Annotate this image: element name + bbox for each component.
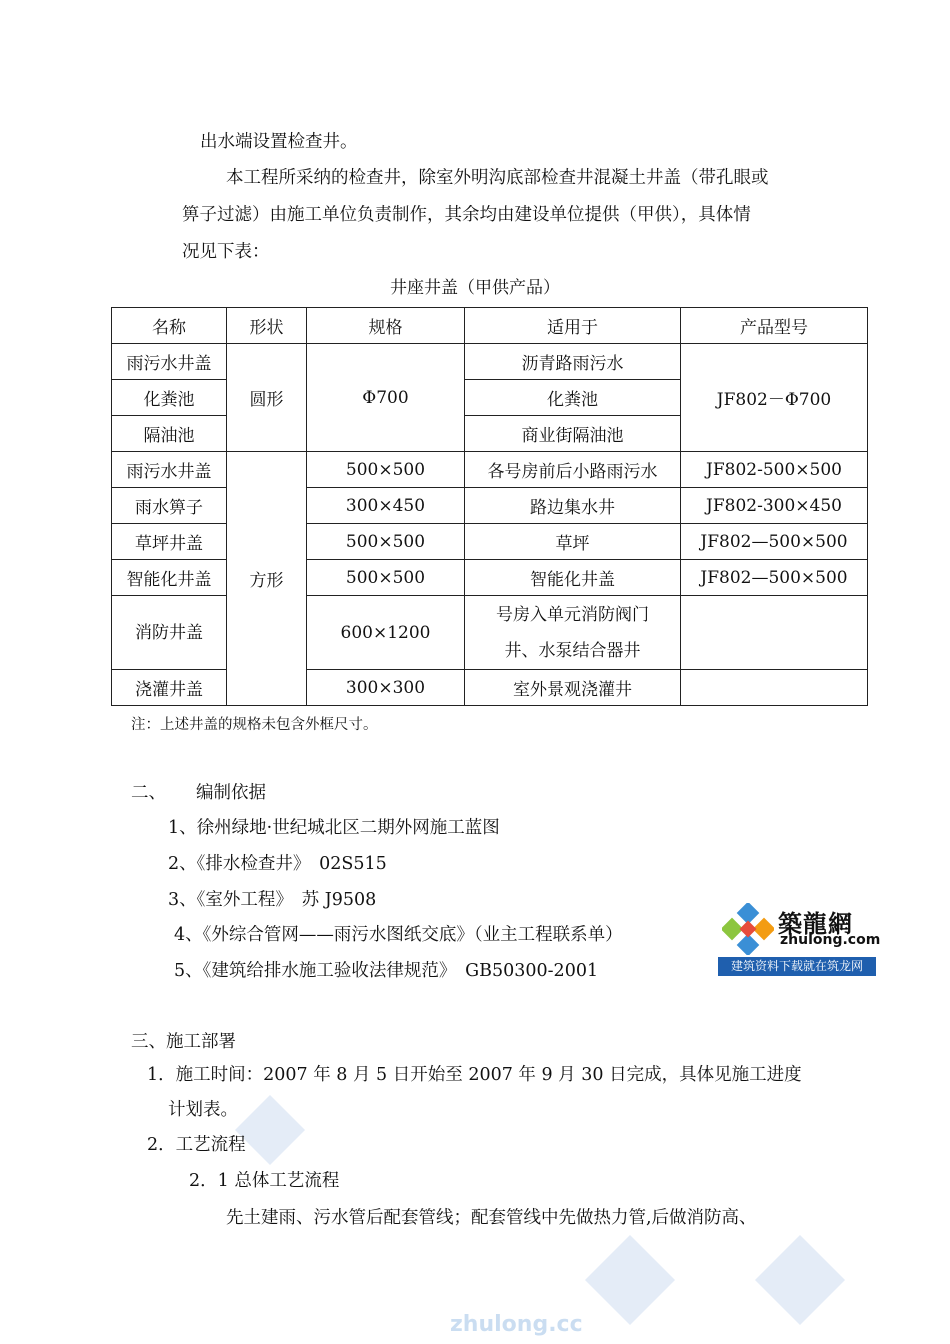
model-cell: [681, 670, 868, 706]
use-cell: 沥青路雨污水: [465, 344, 681, 380]
model-cell: JF802-300×450: [681, 488, 868, 524]
use-cell: 路边集水井: [465, 488, 681, 524]
name-cell: 浇灌井盖: [112, 670, 227, 706]
spec-cell: 500×500: [307, 560, 465, 596]
name-cell: 智能化井盖: [112, 560, 227, 596]
spec-cell: Φ700: [307, 344, 465, 452]
spec-cell: 500×500: [307, 524, 465, 560]
table-row: [112, 524, 868, 560]
model-cell: JF802—500×500: [681, 560, 868, 596]
schedule-line: 1．施工时间：2007 年 8 月 5 日开始至 2007 年 9 月 30 日完成，具体见施工进度: [147, 1065, 802, 1085]
spec-cell: 600×1200: [307, 596, 465, 670]
table-note: 注：上述井盖的规格未包含外框尺寸。: [131, 717, 378, 733]
name-cell: 草坪井盖: [112, 524, 227, 560]
shape-cell: 方形: [227, 452, 307, 706]
reference-item: 4、《外综合管网——雨污水图纸交底》（业主工程联系单）: [174, 925, 623, 945]
table-row: [112, 452, 868, 488]
use-cell: 室外景观浇灌井: [465, 670, 681, 706]
model-cell: JF802—500×500: [681, 524, 868, 560]
name-cell: 雨水箅子: [112, 488, 227, 524]
header-cell: 形状: [227, 308, 307, 344]
use-cell: 各号房前后小路雨污水: [465, 452, 681, 488]
shape-cell: 圆形: [227, 344, 307, 452]
logo-top: [718, 900, 881, 956]
paragraph-line: 况见下表：: [182, 242, 270, 262]
model-cell: [681, 596, 868, 670]
logo-domain: zhulong.com: [780, 932, 881, 948]
spec-cell: 300×300: [307, 670, 465, 706]
table-caption: 井座井盖（甲供产品）: [390, 278, 560, 298]
watermark-emblem-icon: [755, 1235, 845, 1325]
use-cell-line: 井、水泵结合器井: [504, 640, 641, 661]
watermark-text: zhulong.cc: [450, 1312, 583, 1337]
name-cell: 雨污水井盖: [112, 344, 227, 380]
use-cell: [465, 596, 681, 670]
header-cell: 适用于: [465, 308, 681, 344]
name-cell: 化粪池: [112, 380, 227, 416]
spec-cell: 300×450: [307, 488, 465, 524]
manhole-cover-table: [111, 307, 868, 706]
use-cell: 商业街隔油池: [465, 416, 681, 452]
paragraph-line: 先土建雨、污水管后配套管线；配套管线中先做热力管,后做消防高、: [226, 1208, 757, 1228]
section-title: 编制依据: [196, 783, 266, 803]
use-cell-line: 号房入单元消防阀门: [496, 604, 649, 625]
paragraph-line: 本工程所采纳的检查井，除室外明沟底部检查井混凝土井盖（带孔眼或: [226, 168, 769, 188]
reference-item: 1、徐州绿地·世纪城北区二期外网施工蓝图: [168, 818, 500, 838]
watermark-emblem-icon: [585, 1235, 675, 1325]
section-number: 二、: [131, 783, 166, 803]
paragraph-line: 出水端设置检查井。: [200, 132, 358, 152]
use-cell: 智能化井盖: [465, 560, 681, 596]
table-row: [112, 344, 868, 380]
subsection-title: 2．1 总体工艺流程: [189, 1171, 340, 1191]
name-cell: 雨污水井盖: [112, 452, 227, 488]
table-row: [112, 560, 868, 596]
reference-item: 2、《排水检查井》 02S515: [168, 854, 387, 874]
section-title: 三、施工部署: [131, 1032, 236, 1052]
subsection-title: 2．工艺流程: [147, 1135, 246, 1155]
logo-slogan: 建筑资料下载就在筑龙网: [718, 957, 876, 976]
snowflake-emblem-icon: [722, 903, 774, 955]
reference-item: 3、《室外工程》 苏 J9508: [168, 890, 377, 910]
zhulong-logo[interactable]: [718, 900, 881, 976]
header-cell: 名称: [112, 308, 227, 344]
schedule-line: 计划表。: [168, 1100, 238, 1120]
table-row: [112, 596, 868, 670]
reference-item: 5、《建筑给排水施工验收法律规范》 GB50300-2001: [174, 961, 599, 981]
paragraph-line: 箅子过滤）由施工单位负责制作，其余均由建设单位提供（甲供），具体情: [182, 205, 751, 225]
use-cell: 化粪池: [465, 380, 681, 416]
model-cell: JF802－Φ700: [681, 344, 868, 452]
spec-cell: 500×500: [307, 452, 465, 488]
header-cell: 产品型号: [681, 308, 868, 344]
header-cell: 规格: [307, 308, 465, 344]
name-cell: 隔油池: [112, 416, 227, 452]
name-cell: 消防井盖: [112, 596, 227, 670]
logo-name: 築龍網: [778, 909, 853, 938]
table-row: [112, 488, 868, 524]
table-header-row: [112, 308, 868, 344]
model-cell: JF802-500×500: [681, 452, 868, 488]
table-row: [112, 670, 868, 706]
use-cell: 草坪: [465, 524, 681, 560]
